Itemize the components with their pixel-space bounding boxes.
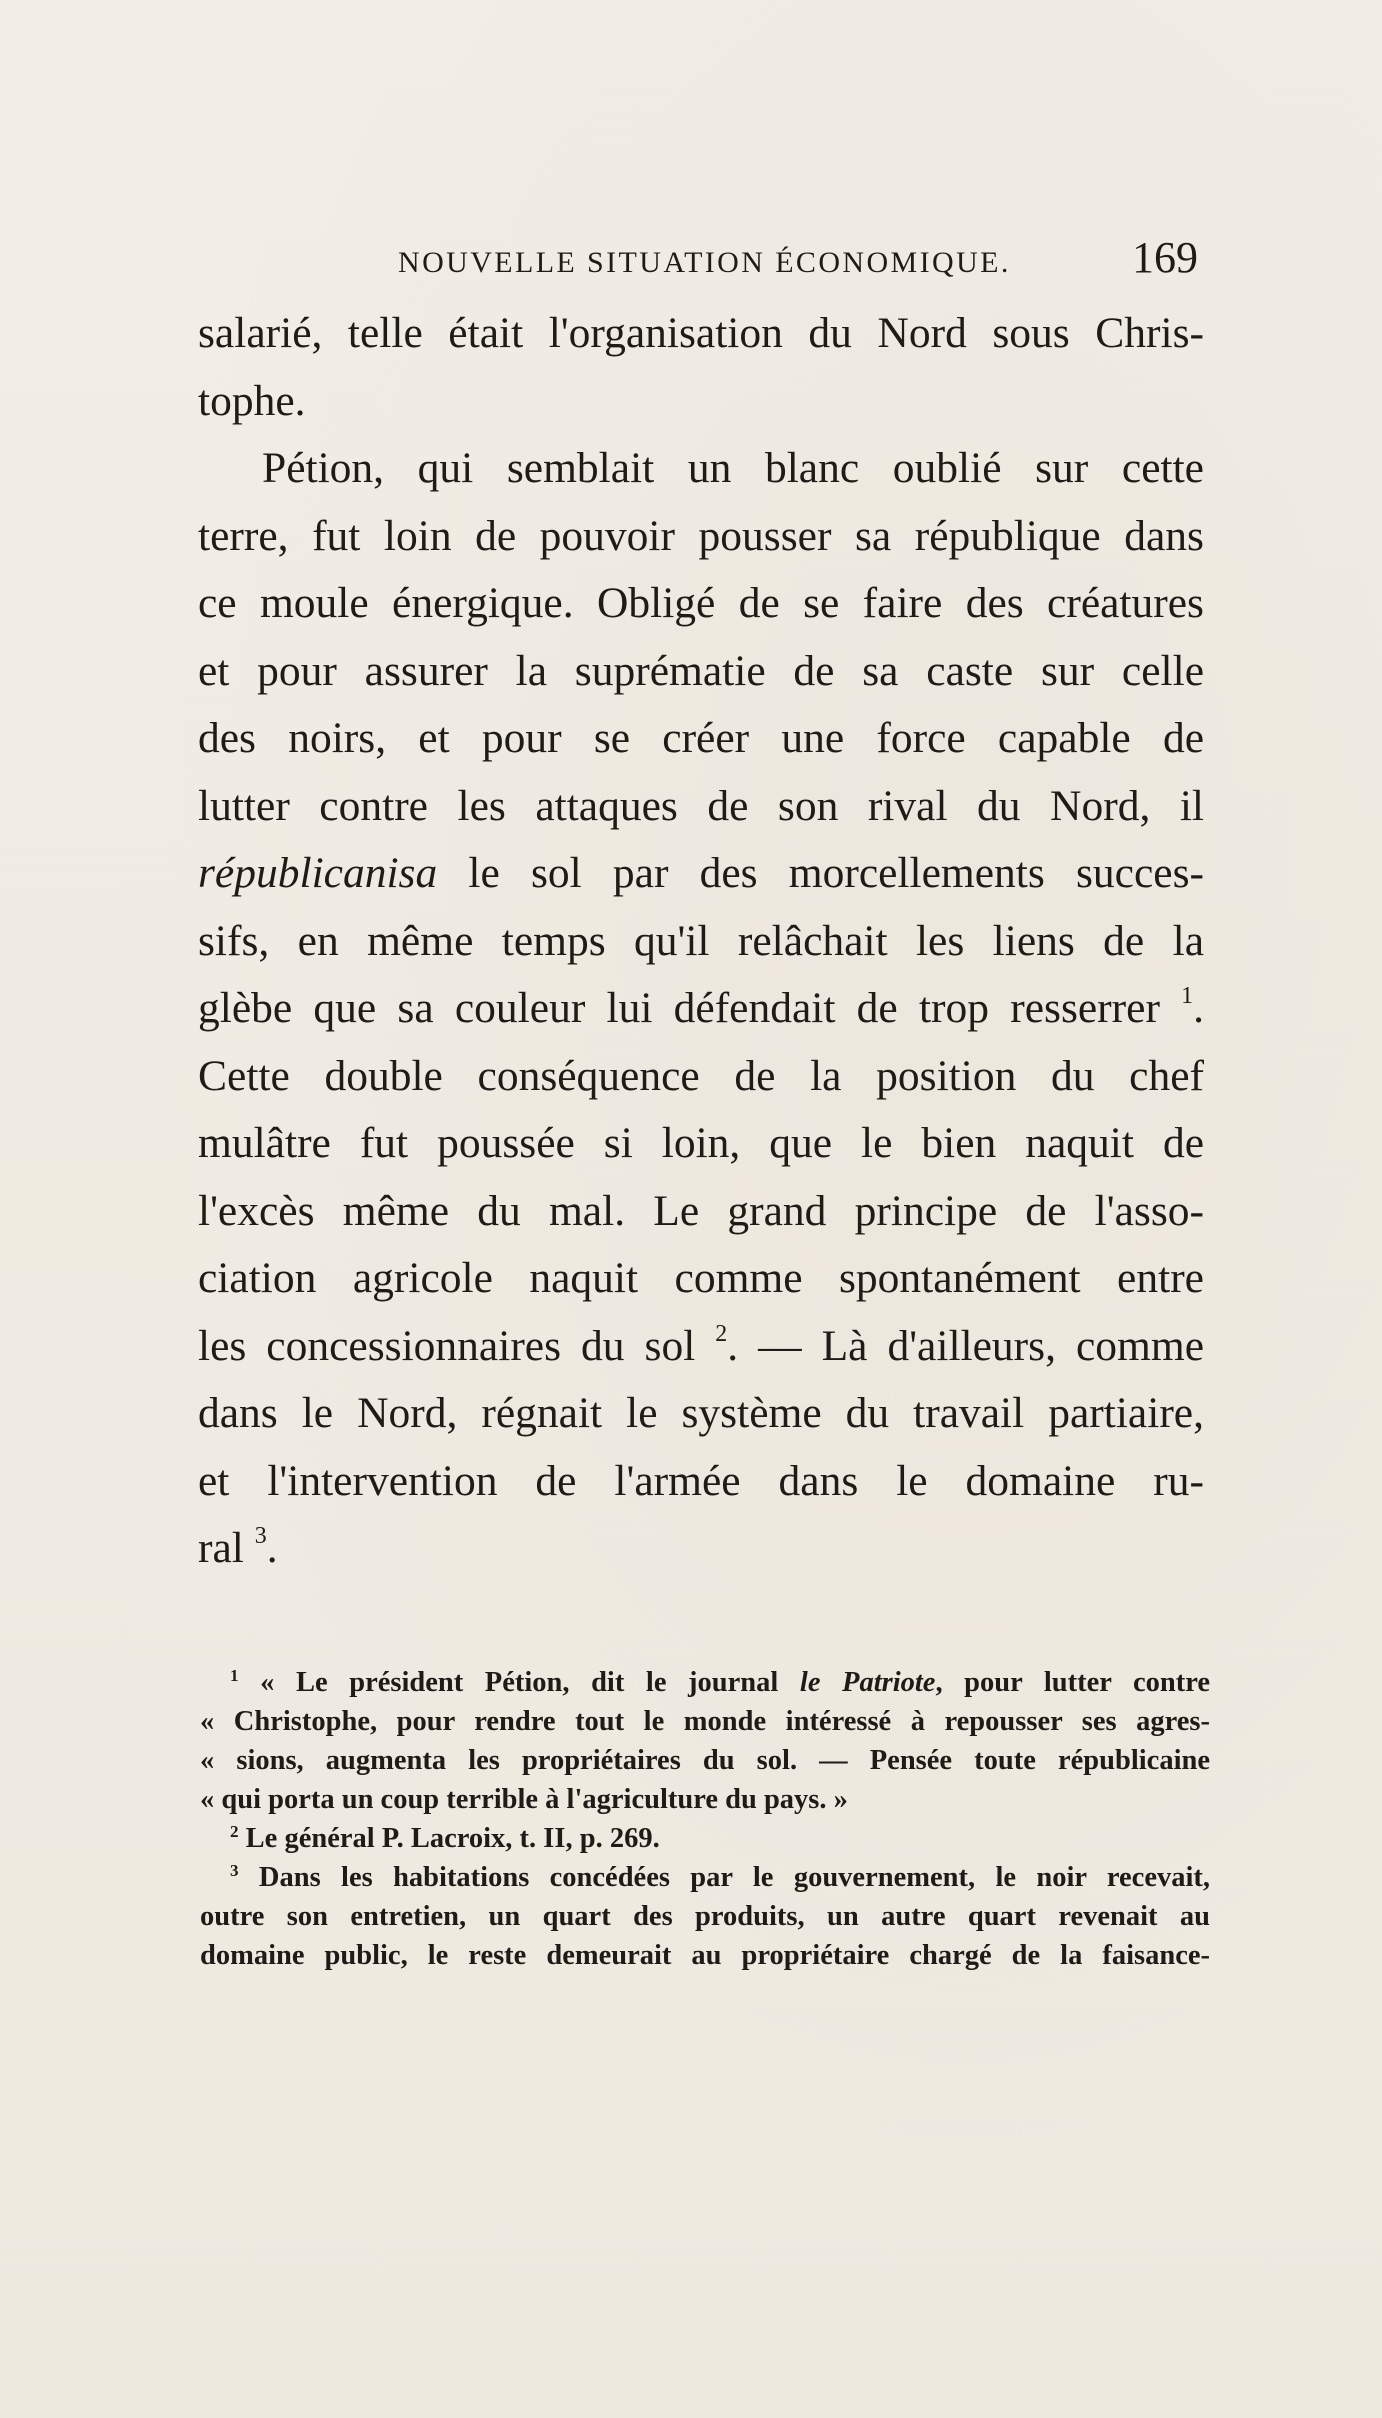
footnotes	[200, 1663, 1210, 1975]
text-line: mulâtre fut poussée si loin, que le bien naquit de	[198, 1119, 1204, 1167]
footnote-3-line: outre son entretien, un quart des produits, un autre quart revenait au	[200, 1901, 1210, 1932]
text-line: ce moule énergique. Obligé de se faire des créatures	[198, 579, 1204, 627]
footnote-2-line	[200, 1819, 1210, 1858]
running-head	[198, 228, 1208, 288]
footnote-ref-3: 3	[254, 1522, 267, 1549]
footnote-1-line: « sions, augmenta les propriétaires du sol. — Pensée toute républicaine	[200, 1745, 1210, 1776]
text-segment: « Le président Pétion, dit le journal	[260, 1667, 800, 1698]
text-line	[198, 840, 1204, 908]
footnote-1-line: « qui porta un coup terrible à l'agriculture du pays. »	[200, 1784, 848, 1815]
text-line: ciation agricole naquit comme spontanément entre	[198, 1254, 1204, 1302]
text-line	[198, 975, 1204, 1043]
text-line: et l'intervention de l'armée dans le domaine ru-	[198, 1456, 1204, 1505]
footnote-3-line: domaine public, le reste demeurait au propriétaire chargé de la faisance-	[200, 1940, 1210, 1971]
footnote-ref-1: 1	[1181, 982, 1194, 1009]
footnote-1-line	[200, 1663, 1210, 1702]
text-segment: Dans les habitations concédées par le gouvernement, le noir recevait,	[258, 1862, 1210, 1893]
footnote-1-marker: 1	[230, 1665, 239, 1685]
text-line: salarié, telle était l'organisation du Nord sous Chris-	[198, 309, 1204, 357]
footnote-3-marker: 3	[230, 1860, 239, 1880]
main-text	[198, 300, 1204, 1583]
text-segment: les concessionnaires du sol	[198, 1321, 696, 1370]
text-line: Pétion, qui semblait un blanc oublié sur cette	[262, 444, 1204, 492]
text-line	[198, 1515, 1204, 1583]
text-segment: ral	[198, 1524, 244, 1572]
text-line: dans le Nord, régnait le système du travail partiaire,	[198, 1389, 1204, 1437]
text-segment: . — Là d'ailleurs, comme	[727, 1321, 1204, 1370]
footnote-3-line	[200, 1858, 1210, 1897]
text-line: et pour assurer la suprématie de sa caste sur celle	[198, 646, 1204, 695]
italic-word: républicanisa	[198, 849, 438, 897]
text-segment: Le général P. Lacroix, t. II, p. 269.	[245, 1823, 660, 1854]
text-segment: .	[266, 1524, 278, 1572]
text-segment: .	[1193, 984, 1204, 1032]
text-line: Cette double conséquence de la position du chef	[198, 1051, 1204, 1100]
text-line: des noirs, et pour se créer une force capable de	[198, 714, 1204, 762]
text-line: l'excès même du mal. Le grand principe de l'asso-	[198, 1186, 1204, 1235]
page-number: 169	[1132, 233, 1198, 282]
text-line: tophe.	[198, 376, 306, 425]
running-title: NOUVELLE SITUATION ÉCONOMIQUE.	[398, 246, 1011, 279]
text-segment: , pour lutter contre	[935, 1667, 1210, 1698]
italic-title: le Patriote	[799, 1667, 936, 1698]
text-line: terre, fut loin de pouvoir pousser sa république dans	[198, 511, 1204, 560]
text-line: lutter contre les attaques de son rival du Nord, il	[198, 781, 1204, 830]
footnote-2-marker: 2	[230, 1821, 239, 1841]
footnote-1-line: « Christophe, pour rendre tout le monde intéressé à repousser ses agres-	[200, 1706, 1210, 1737]
text-line: sifs, en même temps qu'il relâchait les liens de la	[198, 916, 1204, 965]
text-line	[198, 1313, 1204, 1381]
text-segment: glèbe que sa couleur lui défendait de trop resserrer	[198, 984, 1160, 1032]
footnote-ref-2: 2	[715, 1320, 728, 1347]
text-segment: le sol par des morcellements succes-	[437, 849, 1204, 897]
